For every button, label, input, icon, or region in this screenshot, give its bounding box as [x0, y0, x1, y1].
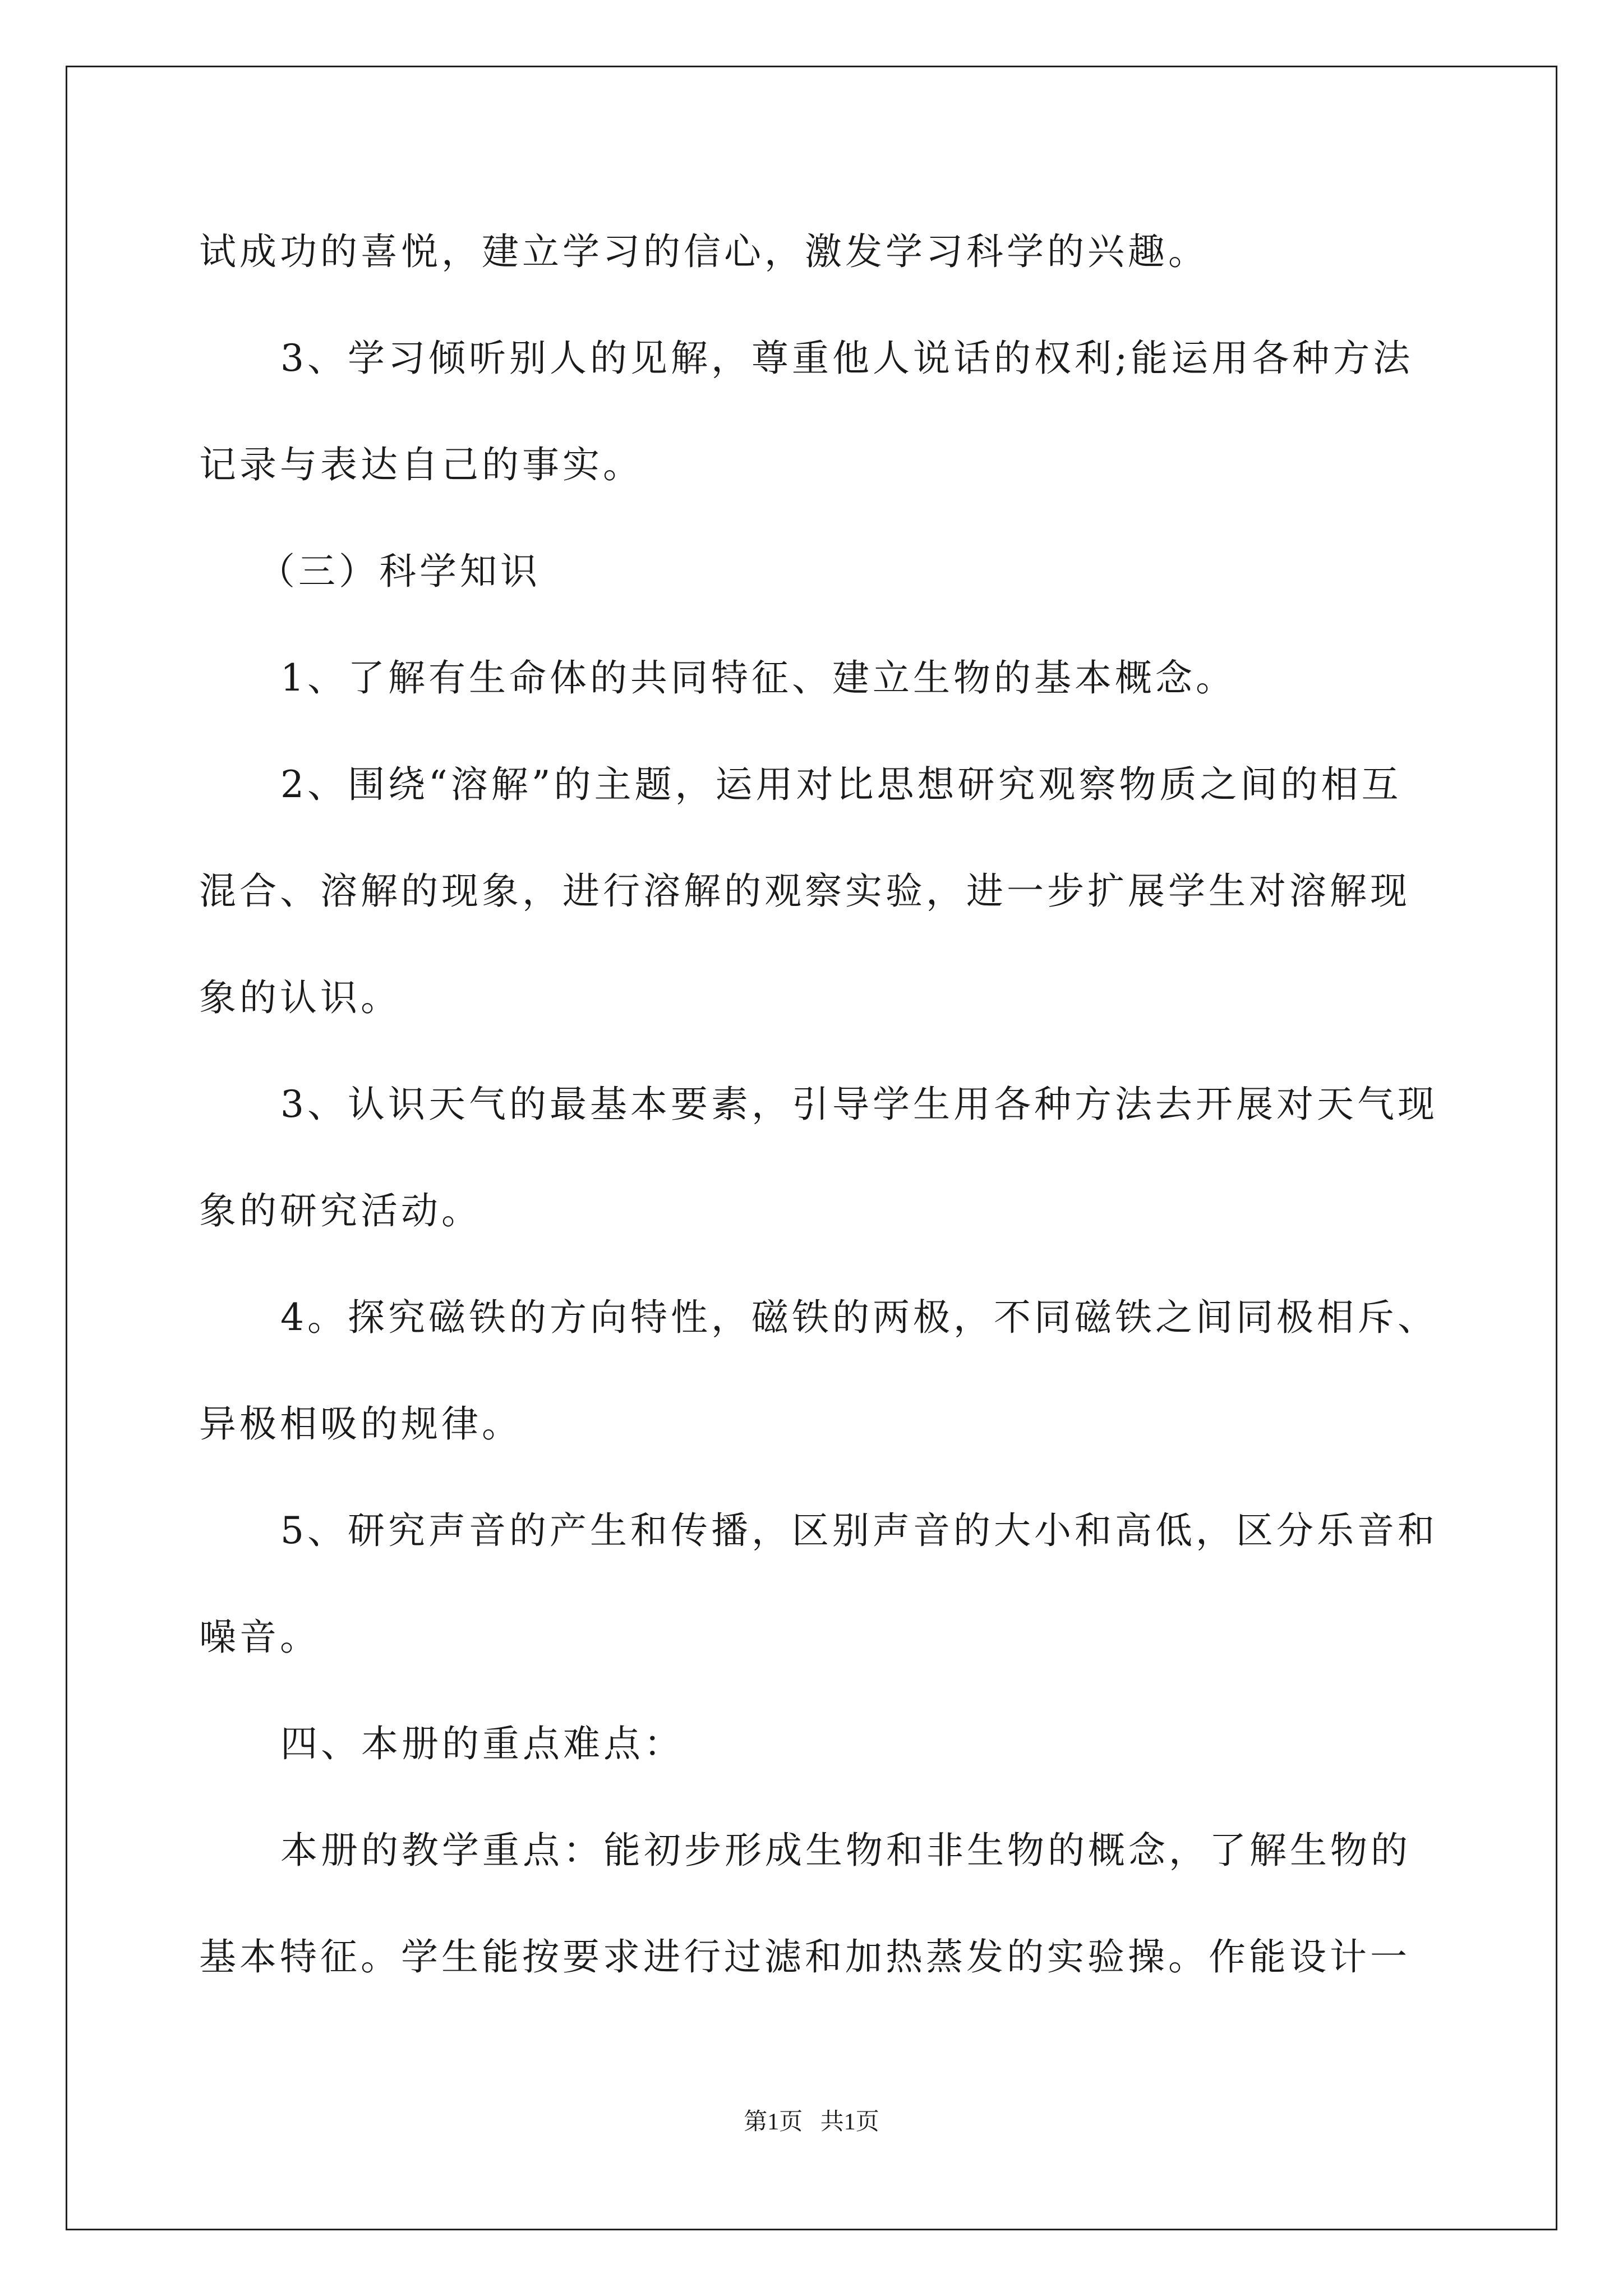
text-line: 基本特征。学生能按要求进行过滤和加热蒸发的实验操。作能设计一 — [199, 1935, 1410, 1978]
text-line: 5、研究声音的产生和传播，区别声音的大小和高低，区分乐音和 — [280, 1509, 1438, 1552]
text-line: 1、了解有生命体的共同特征、建立生物的基本概念。 — [280, 656, 1236, 700]
section-heading: （三）科学知识 — [258, 550, 541, 593]
text-line: 象的认识。 — [199, 976, 401, 1019]
text-line: 3、认识天气的最基本要素，引导学生用各种方法去开展对天气现 — [280, 1083, 1438, 1126]
page-number-footer: 第1页 共1页 — [744, 2109, 879, 2135]
text-line: 异极相吸的规律。 — [199, 1402, 522, 1446]
text-line: 4。探究磁铁的方向特性，磁铁的两极，不同磁铁之间同极相斥、 — [280, 1296, 1438, 1339]
text-line: 记录与表达自己的事实。 — [199, 443, 643, 486]
text-line: 象的研究活动。 — [199, 1189, 482, 1232]
text-line: 本册的教学重点：能初步形成生物和非生物的概念，了解生物的 — [280, 1829, 1411, 1872]
section-heading: 四、本册的重点难点： — [280, 1722, 684, 1765]
text-line: 试成功的喜悦，建立学习的信心，激发学习科学的兴趣。 — [199, 230, 1209, 273]
text-line: 混合、溶解的现象，进行溶解的观察实验，进一步扩展学生对溶解现 — [199, 869, 1410, 913]
text-line: 3、学习倾听别人的见解，尊重他人说话的权利;能运用各种方法 — [280, 337, 1414, 380]
page-border — [66, 66, 1557, 2230]
text-line: 噪音。 — [199, 1616, 320, 1659]
text-line: 2、围绕“溶解”的主题，运用对比思想研究观察物质之间的相互 — [280, 763, 1402, 806]
